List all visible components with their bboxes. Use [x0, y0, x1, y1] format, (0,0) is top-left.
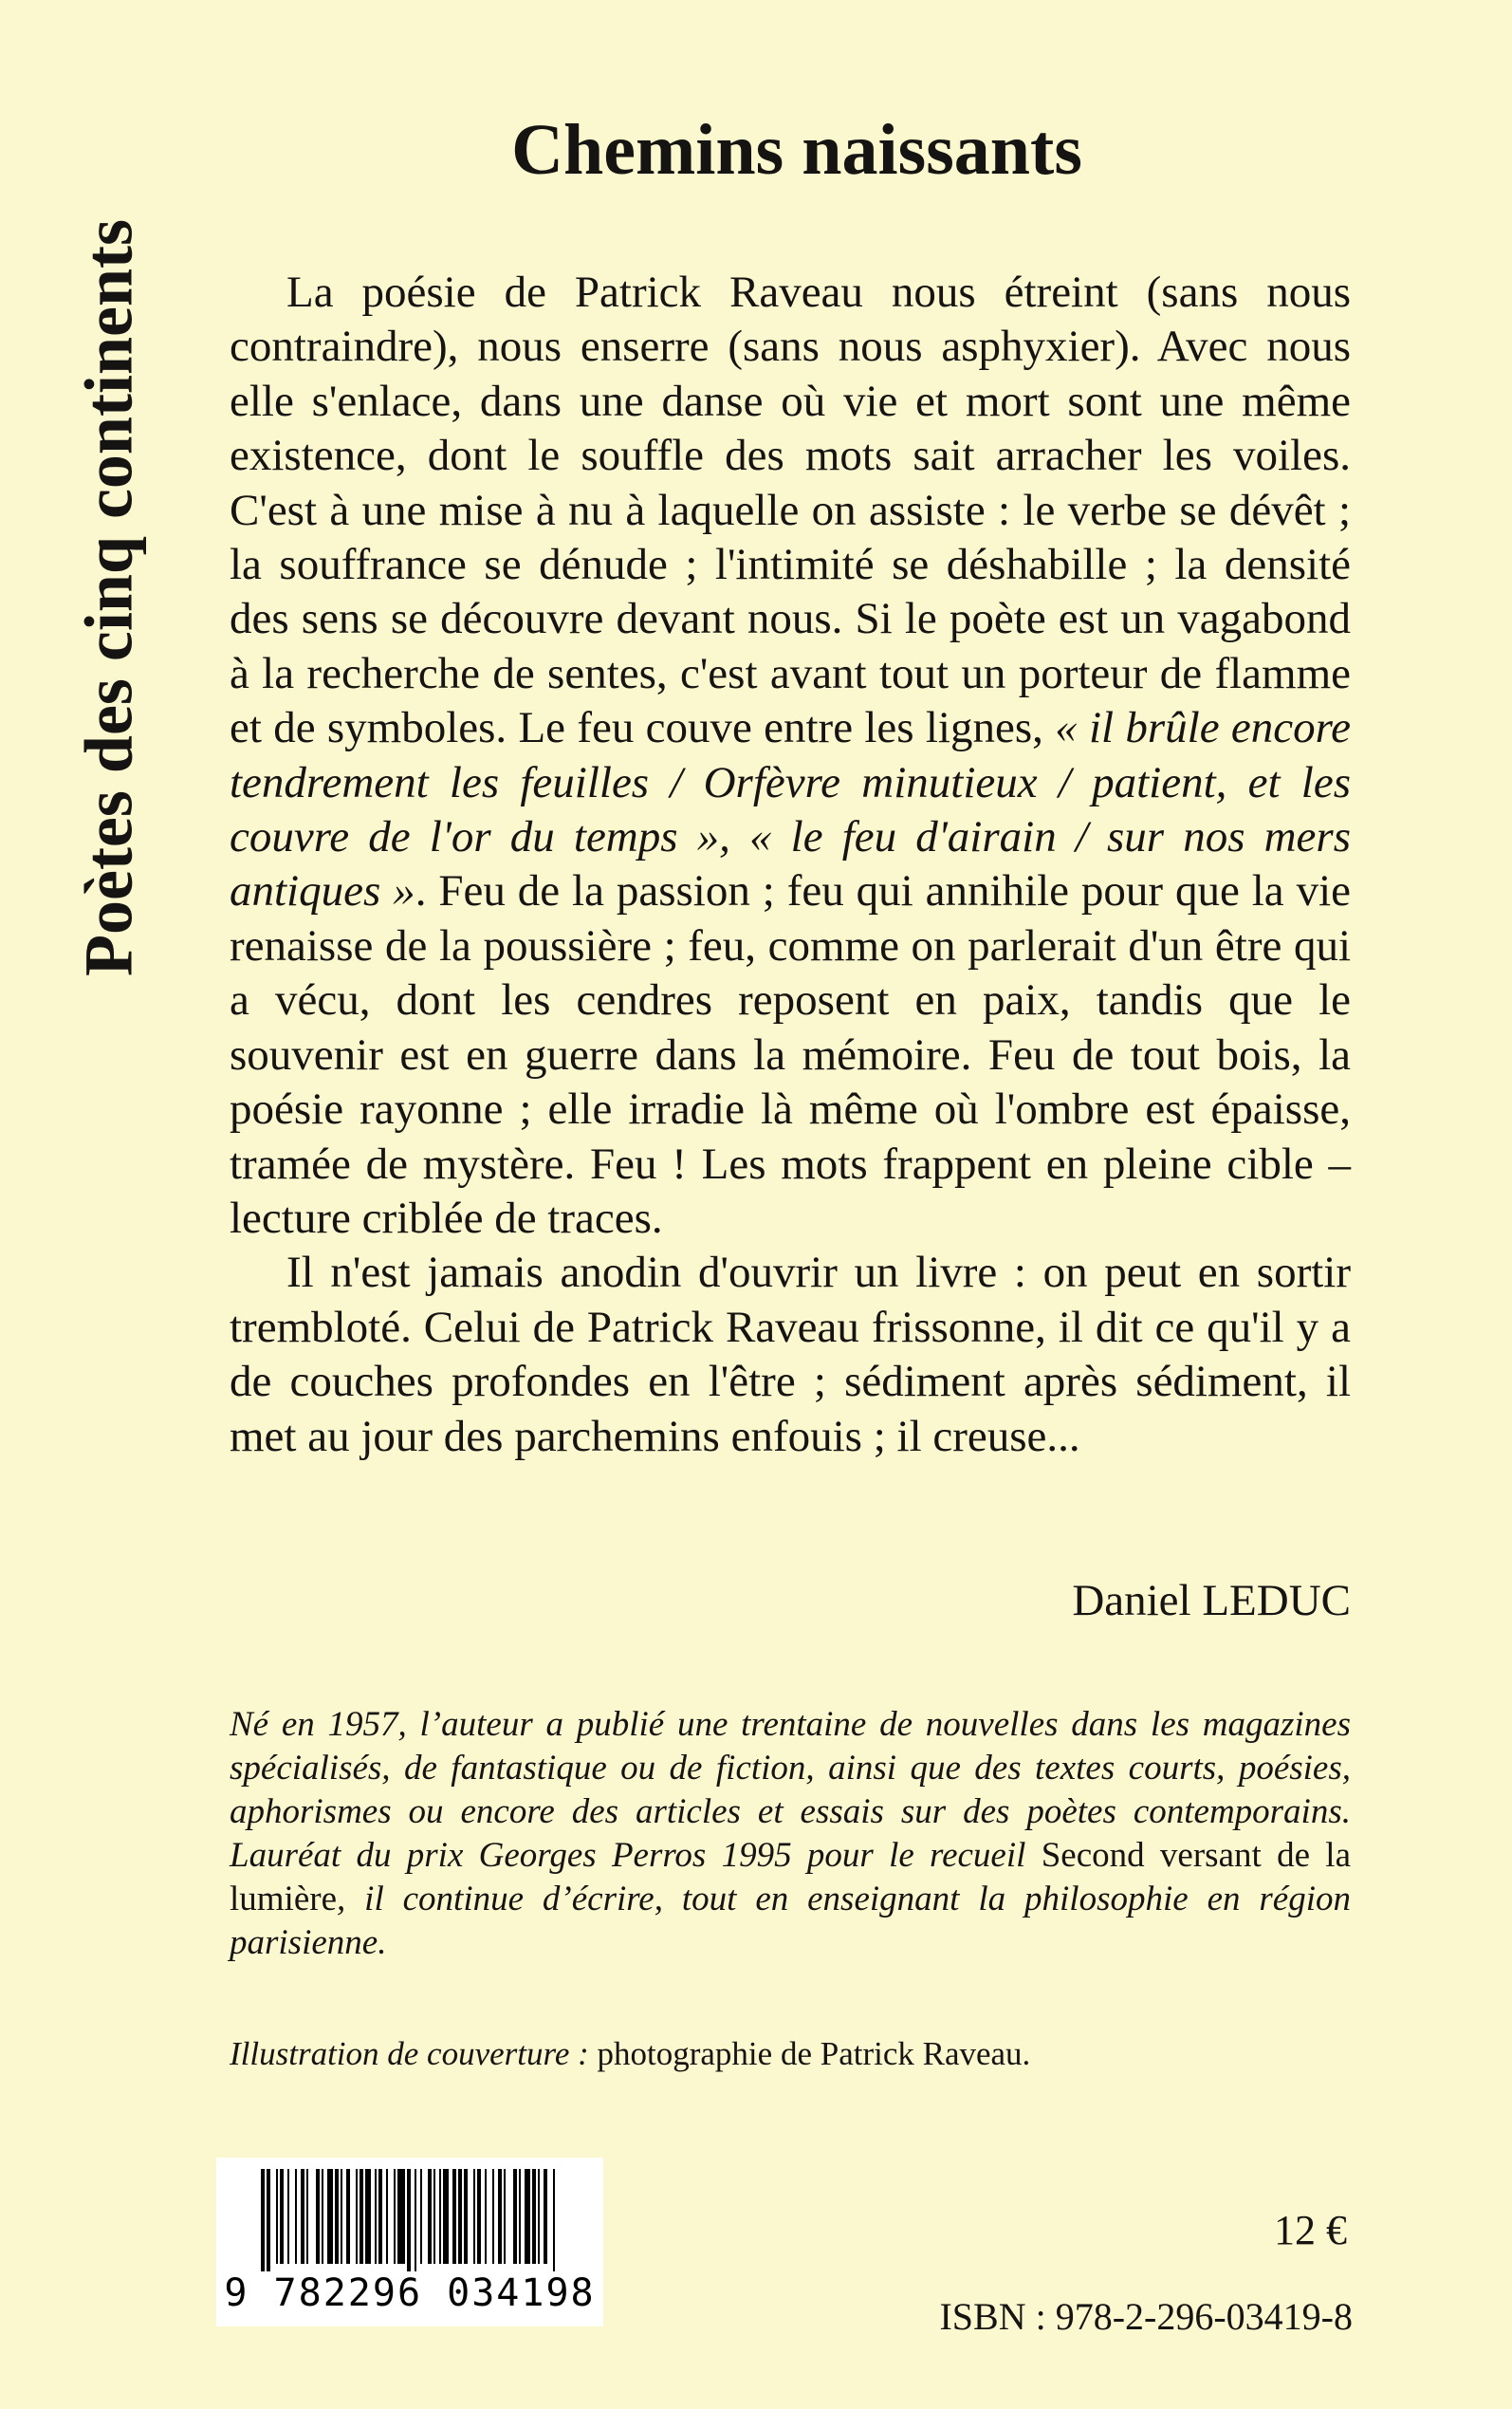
barcode-bar	[276, 2169, 278, 2264]
book-reference: Second versant de la lumière	[230, 1836, 1351, 1918]
paragraph-text: . Feu de la passion ; feu qui annihile pour que la vie renaisse de la poussière ; feu, comme on parlerait d'un être qui a vécu, dont les cendres reposent en paix, tandis que le souvenir est en guerre dans la mémoire. Feu de tout bois, la poésie rayonne ; elle irradie là même où l'ombre est épaisse, tramée de mystère. Feu ! Les mots frappent en pleine cible – lecture criblée de traces.	[230, 866, 1351, 1243]
barcode-bar	[365, 2169, 371, 2264]
barcode-bar	[428, 2169, 432, 2264]
barcode-bar	[439, 2169, 441, 2264]
barcode-bar	[504, 2169, 506, 2264]
barcode-bar	[485, 2169, 487, 2264]
signature: Daniel LEDUC	[1072, 1576, 1351, 1625]
barcode-bar	[375, 2169, 377, 2264]
blurb-paragraph-1	[230, 266, 1351, 1246]
barcode-bar	[519, 2169, 521, 2264]
barcode-bar	[280, 2169, 284, 2264]
barcode-bar	[415, 2169, 416, 2271]
barcode-bar	[513, 2169, 517, 2264]
price: 12 €	[1274, 2207, 1347, 2253]
barcode-bar	[261, 2169, 265, 2271]
barcode-bar	[420, 2169, 422, 2264]
barcode-bar	[498, 2169, 502, 2264]
barcode-bar	[327, 2169, 333, 2264]
barcode-bar	[306, 2169, 308, 2264]
barcode-bar	[386, 2169, 388, 2264]
bio-text: Né en 1957, l’auteur a publié une trentaine de nouvelles dans les magazines spécialisés, de fantastique ou de fiction, ainsi que des textes courts, poésies, aphorismes ou encore des articles et essais sur des poètes contemporains. Lauréat du prix Georges Perros 1995 pour le recueil	[230, 1705, 1351, 1875]
book-title: Chemins naissants	[511, 110, 1082, 190]
barcode-bar	[316, 2169, 320, 2264]
barcode-bar	[322, 2169, 323, 2264]
bio-text: , il continue d’écrire, tout en enseignant la philosophie en région parisienne.	[230, 1880, 1351, 1962]
barcode-bar	[295, 2169, 297, 2264]
cover-credit	[230, 2035, 1030, 2073]
barcode-bar	[492, 2169, 494, 2264]
credit-label: Illustration de couverture :	[230, 2035, 589, 2072]
barcode-bar	[394, 2169, 396, 2264]
series-title: Poètes des cinq continents	[70, 219, 147, 976]
barcode-bar	[287, 2169, 289, 2264]
barcode-bar	[544, 2169, 547, 2264]
barcode-bars	[259, 2169, 561, 2271]
barcode-bar	[335, 2169, 339, 2264]
barcode-bar	[525, 2169, 530, 2264]
barcode-bar	[553, 2169, 555, 2271]
barcode-bar	[473, 2169, 475, 2264]
barcode-bar	[433, 2169, 435, 2264]
isbn: ISBN : 978-2-296-03419-8	[939, 2295, 1353, 2338]
barcode-bar	[443, 2169, 449, 2264]
blurb-paragraph-2: Il n'est jamais anodin d'ouvrir un livre : on peut en sortir trembloté. Celui de Patrick Raveau frissonne, il dit ce qu'il y a de couches profondes en l'être ; sédiment après sédiment, il met au jour des parchemins enfouis ; il creuse...	[230, 1248, 1351, 1461]
paragraph-text: La poésie de Patrick Raveau nous étreint (sans nous contraindre), nous enserre (sans nous asphyxier). Avec nous elle s'enlace, dans une danse où vie et mort sont une même existence, dont le souffle des mots sait arracher les voiles. C'est à une mise à nu à laquelle on assiste : le verbe se dévêt ; la souffrance se dénude ; l'intimité se déshabille ; la densité des sens se découvre devant nous. Si le poète est un vagabond à la recherche de sentes, c'est avant tout un porteur de flamme et de symboles. Le feu couve entre les lignes,	[230, 268, 1351, 753]
quotation: « il brûle encore tendrement les feuilles / Orfèvre minutieux / patient, et les couvre de l'or du temps », « le feu d'airain / sur nos mers antiques »	[230, 703, 1351, 917]
spine-series-title	[66, 171, 152, 1025]
barcode-bar	[267, 2169, 270, 2271]
barcode-bar	[458, 2169, 462, 2264]
barcode-bar	[301, 2169, 304, 2264]
barcode-bar	[477, 2169, 481, 2264]
barcode-bar	[356, 2169, 358, 2264]
barcode-bar	[452, 2169, 456, 2264]
barcode-digits: 9 782296 034198	[224, 2271, 596, 2315]
barcode-bar	[360, 2169, 363, 2264]
barcode-bar	[397, 2169, 405, 2264]
barcode-bar	[538, 2169, 540, 2264]
barcode-bar	[407, 2169, 411, 2271]
barcode	[216, 2158, 603, 2326]
barcode-bar	[341, 2169, 342, 2264]
credit-text: photographie de Patrick Raveau.	[588, 2035, 1031, 2072]
barcode-bar	[346, 2169, 350, 2264]
blurb	[230, 266, 1351, 1464]
barcode-bar	[532, 2169, 536, 2264]
barcode-bar	[464, 2169, 468, 2264]
author-bio	[230, 1703, 1351, 1965]
barcode-bar	[378, 2169, 382, 2264]
